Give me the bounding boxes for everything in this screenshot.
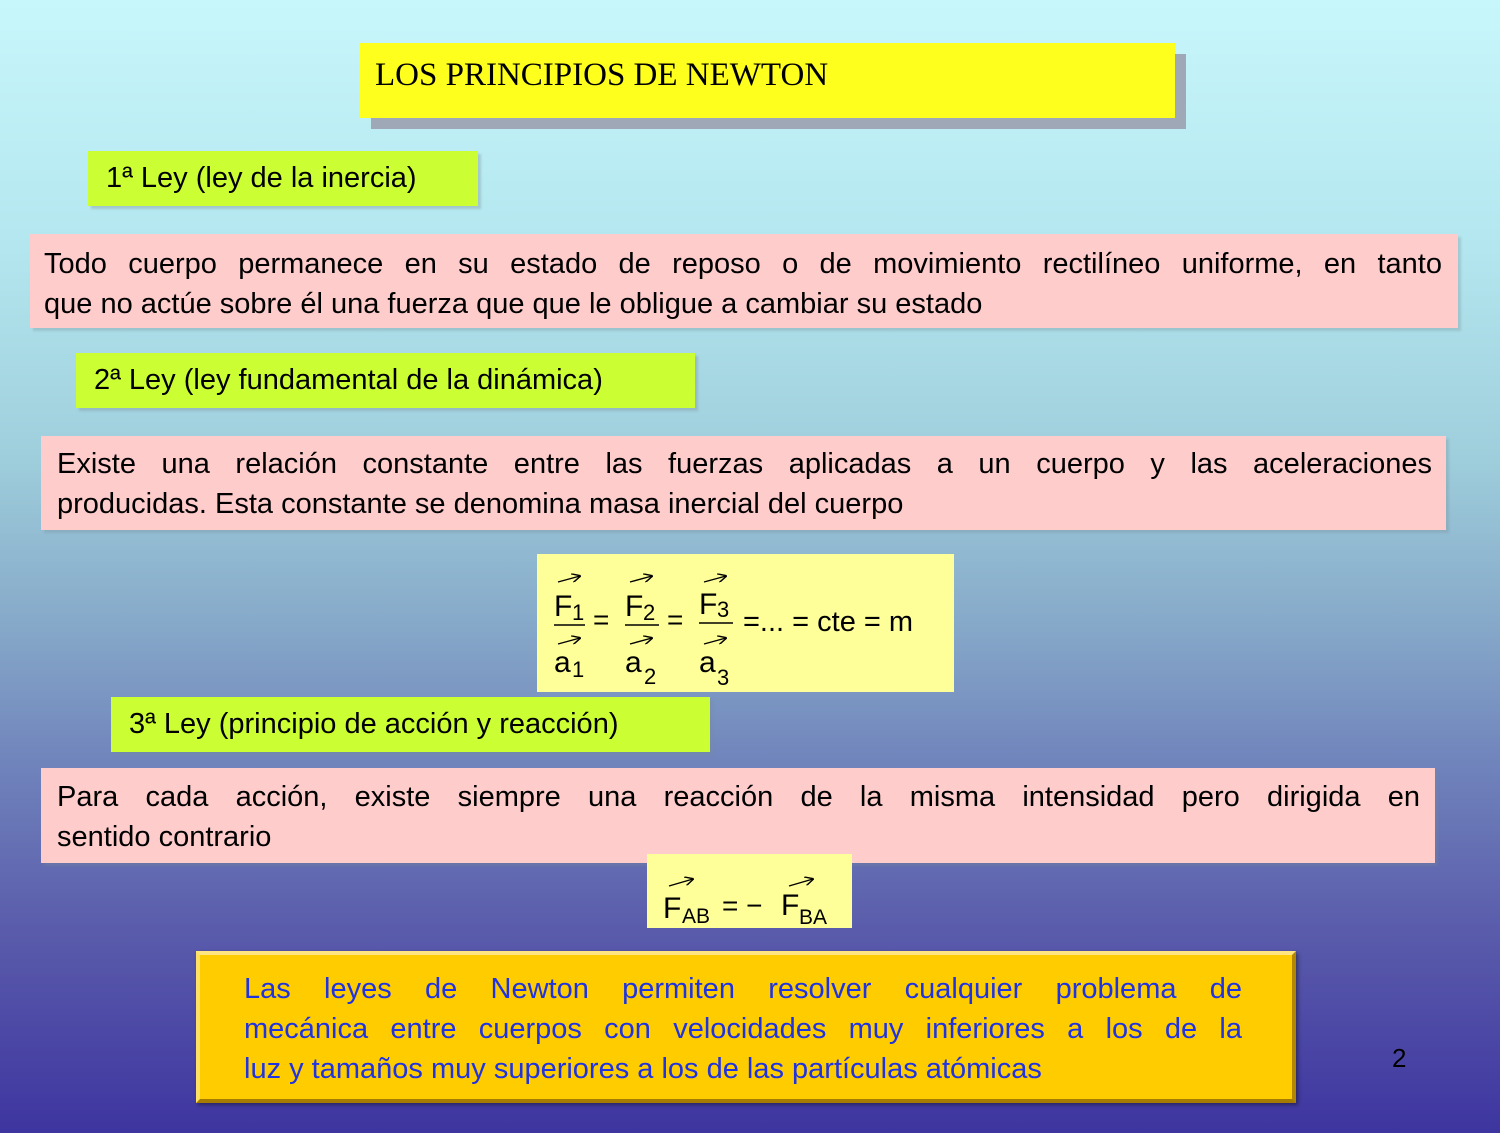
vector-arrow-icon: [630, 638, 652, 644]
conclusion-box: [196, 951, 1296, 1103]
second-law-line-2: producidas. Esta constante se denomina masa inercial del cuerpo: [57, 488, 904, 520]
equals-sign: =: [667, 604, 684, 635]
force-symbol: F: [625, 590, 644, 623]
conclusion-line-3: luz y tamaños muy superiores a los de las partículas atómicas: [244, 1053, 1042, 1085]
third-law-line-1: Para cada acción, existe siempre una reacción de la misma intensidad pero dirigida en: [57, 781, 1420, 813]
force-symbol: F: [663, 892, 682, 925]
first-law-statement: [30, 234, 1458, 328]
third-law-formula: [647, 854, 852, 928]
second-law-heading: 2ª Ley (ley fundamental de la dinámica): [76, 353, 695, 408]
vector-arrow-icon: [704, 638, 726, 644]
vector-arrow-icon: [558, 638, 580, 644]
first-law-line-1: Todo cuerpo permanece en su estado de reposo o de movimiento rectilíneo uniforme, en tanto: [44, 248, 1442, 280]
equals-sign: =: [593, 604, 610, 635]
first-law-heading: 1ª Ley (ley de la inercia): [88, 151, 478, 206]
fraction-1: [554, 576, 585, 682]
third-law-line-2: sentido contrario: [57, 821, 272, 853]
force-subscript-ba: BA: [799, 906, 828, 928]
force-subscript: 1: [572, 600, 585, 625]
force-symbol: F: [781, 889, 800, 922]
vector-arrow-icon: [704, 576, 726, 582]
fraction-3: [699, 576, 733, 690]
acceleration-symbol: a: [554, 646, 571, 679]
second-law-statement: [41, 436, 1446, 530]
fraction-2: [625, 576, 659, 689]
force-subscript: 3: [717, 597, 730, 622]
force-symbol: F: [554, 590, 573, 623]
vector-arrow-icon: [630, 576, 652, 582]
page-number: 2: [1392, 1043, 1407, 1073]
force-symbol: F: [699, 588, 718, 621]
vector-arrow-icon: [669, 879, 693, 886]
third-law-formula-svg: [647, 854, 852, 928]
third-law-heading: 3ª Ley (principio de acción y reacción): [111, 697, 710, 752]
conclusion-line-1: Las leyes de Newton permiten resolver cualquier problema de: [244, 973, 1242, 1005]
acceleration-symbol: a: [625, 646, 642, 679]
conclusion-line-2: mecánica entre cuerpos con velocidades muy inferiores a los de la: [244, 1013, 1242, 1045]
second-law-formula: [537, 554, 954, 692]
second-law-line-1: Existe una relación constante entre las fuerzas aplicadas a un cuerpo y las aceleraciones: [57, 448, 1432, 480]
slide-title: LOS PRINCIPIOS DE NEWTON: [360, 43, 1175, 118]
force-subscript-ab: AB: [682, 905, 711, 928]
force-subscript: 2: [643, 600, 656, 625]
acceleration-subscript: 3: [717, 665, 730, 690]
third-law-statement: [41, 768, 1435, 863]
second-law-formula-svg: [537, 554, 954, 692]
vector-arrow-icon: [789, 879, 813, 886]
formula-tail: =... = cte = m: [743, 606, 914, 638]
acceleration-subscript: 1: [572, 657, 585, 682]
acceleration-subscript: 2: [644, 664, 657, 689]
vector-arrow-icon: [558, 576, 580, 582]
first-law-line-2: que no actúe sobre él una fuerza que que le obligue a cambiar su estado: [44, 288, 983, 320]
formula-middle: = −: [722, 890, 763, 921]
acceleration-symbol: a: [699, 646, 716, 679]
